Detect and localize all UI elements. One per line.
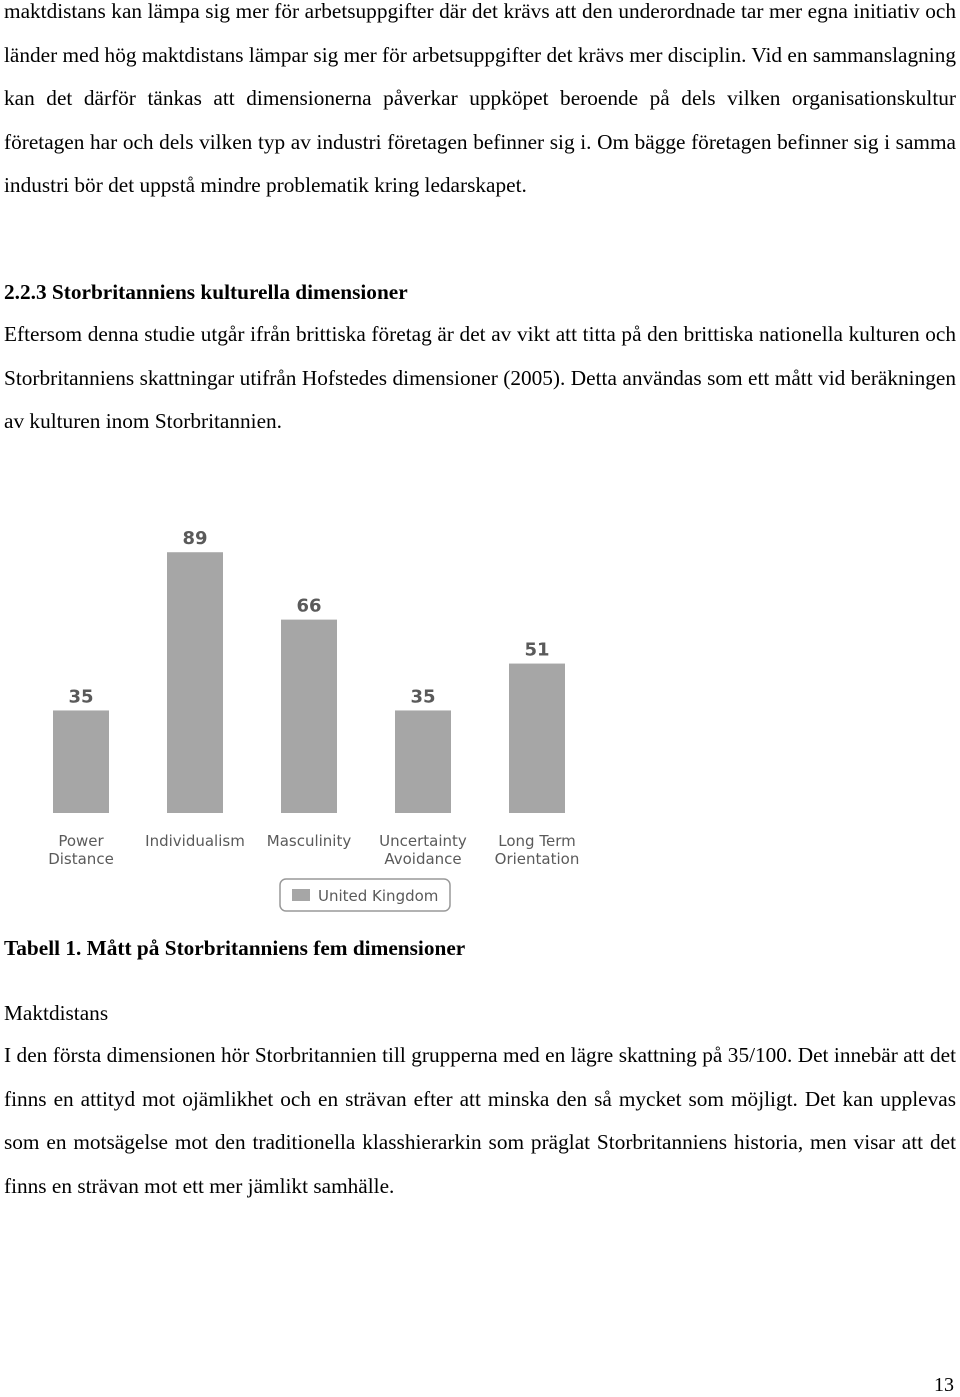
bar-2 [281,620,337,813]
subheading-maktdistans: Maktdistans [4,1001,109,1025]
page-number: 13 [934,1374,954,1396]
chart-legend [280,879,450,911]
legend-label: United Kingdom [318,887,439,905]
legend-swatch [292,889,310,901]
bar-value-label: 66 [296,595,322,617]
bar-3 [395,710,451,813]
bar-1 [167,552,223,813]
table-caption: Tabell 1. Mått på Storbritanniens fem dimensioner [4,936,466,960]
hofstede-bar-chart [30,480,600,920]
category-label: Individualism [145,832,245,850]
bar-0 [53,710,109,813]
bar-value-label: 51 [524,639,550,661]
chart-svg [30,480,600,920]
category-label: Power [58,832,104,850]
category-label: Uncertainty [379,832,467,850]
intro-paragraph: maktdistans kan lämpa sig mer för arbetsuppgifter där det krävs att den underordnade tar mer egna initiativ och länder med hög maktdistans lämpar sig mer för arbetsuppgifter det krävs mer disciplin. Vid en sammanslagning kan det därför tänkas att dimensionerna påverkar uppköpet beroende på dels vilken organisationskultur företagen har och dels vilken typ av industri företagen befinner sig i. Om bägge företagen befinner sig i samma industri bör det uppstå mindre problematik kring ledarskapet. [4,0,956,198]
category-label: Masculinity [266,832,352,850]
body-paragraph: I den första dimensionen hör Storbritannien till grupperna med en lägre skattning på 35/100. Det innebär att det finns en attityd mot ojämlikhet och en strävan efter att minska den så mycket som möjligt. Det kan upplevas som en motsägelse mot den traditionella klasshierarkin som präglat Storbritanniens historia, men visar att det finns en strävan mot ett mer jämlikt samhälle. [4,1043,956,1198]
section-heading: 2.2.3 Storbritanniens kulturella dimensioner [4,280,408,304]
bar-value-label: 35 [68,686,94,708]
bar-value-label: 89 [182,528,208,550]
category-label: Orientation [494,850,580,868]
bar-value-label: 35 [410,686,436,708]
bar-4 [509,664,565,813]
category-label: Distance [48,850,114,868]
category-label: Long Term [498,832,576,850]
category-label: Avoidance [384,850,462,868]
section-paragraph: Eftersom denna studie utgår ifrån brittiska företag är det av vikt att titta på den brittiska nationella kulturen och Storbritanniens skattningar utifrån Hofstedes dimensioner (2005). Detta användas som ett mått vid beräkningen av kulturen inom Storbritannien. [4,322,956,434]
